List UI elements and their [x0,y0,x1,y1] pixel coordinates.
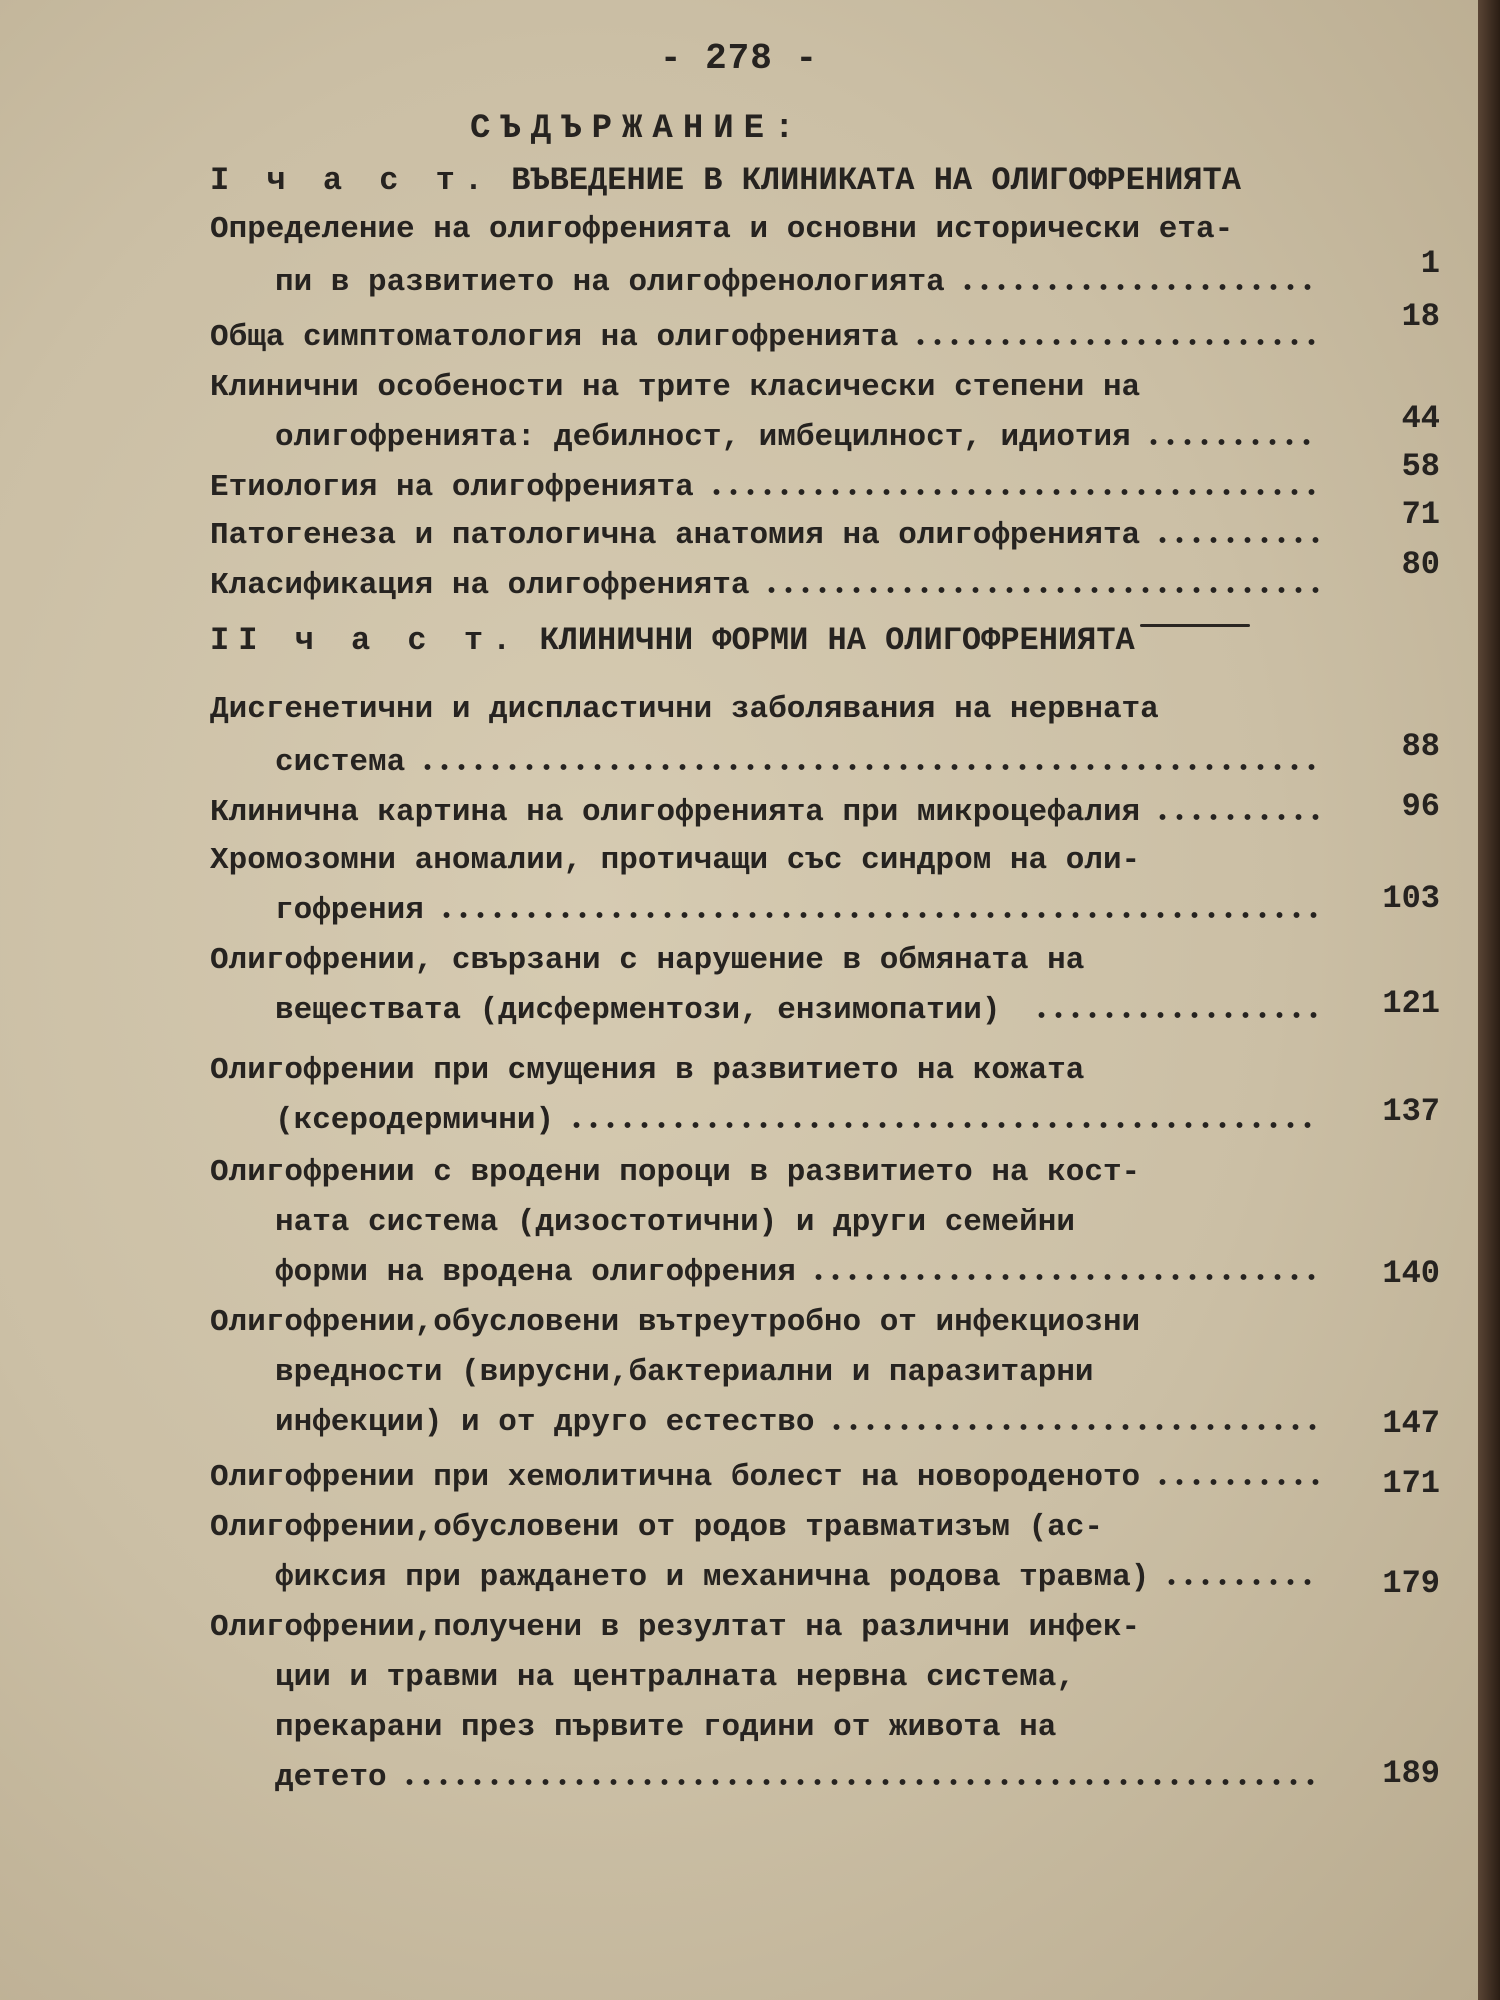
toc-entry-line: Олигофрении, свързани с нарушение в обмяната на [210,943,1085,978]
part-label: II ч а с т. [210,622,521,659]
toc-entry-line: Етиология на олигофренията [210,470,694,505]
dot-leader [912,336,1320,348]
toc-entry-line: Клинична картина на олигофренията при микроцефалия [210,795,1141,830]
toc-page-number: 71 [1401,496,1440,533]
dot-leader [828,1421,1320,1433]
toc-page-number: 96 [1401,788,1440,825]
toc-entry-line: ната система (дизостотични) и други семейни [275,1205,1075,1240]
page-number: - 278 - [659,38,819,79]
toc-entry-line: (ксеродермични) [275,1103,555,1138]
toc-entry-line: ции и травми на централната нервна система, [275,1660,1075,1695]
toc-page-number: 189 [1382,1755,1440,1792]
toc-entry-line: детето [275,1760,387,1795]
dot-leader [438,909,1320,921]
dot-leader [1145,436,1320,448]
part-heading-1 [210,162,1241,199]
toc-entry-line: веществата (дисферментози, ензимопатии) [275,993,1001,1028]
toc-entry-line: Олигофрении,обусловени от родов травматизъм (ас- [210,1510,1103,1545]
dot-leader [1163,1576,1320,1588]
toc-entry-line: инфекции) и от друго естество [275,1405,815,1440]
underline-mark [1140,624,1250,627]
toc-entry-line: прекарани през първите години от живота на [275,1710,1057,1745]
toc-entry-line: система [275,745,406,780]
toc-entry-line: Клинични особености на трите класически степени на [210,370,1141,405]
toc-entry-line: гофрения [275,893,424,928]
toc-page-number: 88 [1401,728,1440,765]
toc-entry-line: Олигофрении при смущения в развитието на кожата [210,1053,1085,1088]
dot-leader [810,1271,1320,1283]
toc-page-number: 58 [1401,448,1440,485]
dot-leader [419,761,1320,773]
dot-leader [1154,1476,1320,1488]
toc-entry-line: Хромозомни аномалии, протичащи със синдром на оли- [210,843,1141,878]
dot-leader [401,1776,1320,1788]
part-heading-2 [210,622,1135,659]
toc-page-number: 121 [1382,985,1440,1022]
toc-page-number: 103 [1382,880,1440,917]
dot-leader [568,1119,1320,1131]
toc-entry-line: Обща симптоматология на олигофренията [210,320,899,355]
toc-page-number: 1 [1420,245,1440,282]
toc-page-number: 44 [1401,400,1440,437]
toc-title: СЪДЪРЖАНИЕ: [470,110,805,148]
toc-entry-line: Определение на олигофренията и основни исторически ета- [210,212,1234,247]
dot-leader [1033,1009,1320,1021]
toc-entry-line: Олигофрении при хемолитична болест на новороденото [210,1460,1141,1495]
toc-entry-line: форми на вродена олигофрения [275,1255,796,1290]
part-label: I ч а с т. [210,162,493,199]
toc-entry-line: Дисгенетични и диспластични заболявания на нервната [210,692,1159,727]
toc-page-number: 18 [1401,298,1440,335]
toc-entry-line: вредности (вирусни,бактериални и паразитарни [275,1355,1094,1390]
toc-page-number: 171 [1382,1465,1440,1502]
toc-entry-line: Класификация на олигофренията [210,568,750,603]
dot-leader [1154,811,1320,823]
toc-entry-line: Олигофрении,получени в резултат на различни инфек- [210,1610,1141,1645]
dot-leader [1154,534,1320,546]
toc-entry-line: фиксия при раждането и механична родова травма) [275,1560,1150,1595]
toc-entry-line: пи в развитието на олигофренологията [275,265,945,300]
toc-entry-line: Олигофрении с вродени пороци в развитието на кост- [210,1155,1141,1190]
toc-page-number: 179 [1382,1565,1440,1602]
toc-page-number: 147 [1382,1405,1440,1442]
toc-entry-line: Олигофрении,обусловени вътреутробно от инфекциозни [210,1305,1141,1340]
dot-leader [763,584,1320,596]
toc-page-number: 140 [1382,1255,1440,1292]
dot-leader [708,486,1320,498]
dot-leader [959,281,1320,293]
toc-entry-line: олигофренията: дебилност, имбецилност, идиотия [275,420,1131,455]
book-edge [1478,0,1500,2000]
part-title: ВЪВЕДЕНИЕ В КЛИНИКАТА НА ОЛИГОФРЕНИЯТА [511,162,1241,199]
part-title: КЛИНИЧНИ ФОРМИ НА ОЛИГОФРЕНИЯТА [539,622,1135,659]
toc-page-number: 137 [1382,1093,1440,1130]
toc-entry-line: Патогенеза и патологична анатомия на олигофренията [210,518,1141,553]
toc-page-number: 80 [1401,546,1440,583]
